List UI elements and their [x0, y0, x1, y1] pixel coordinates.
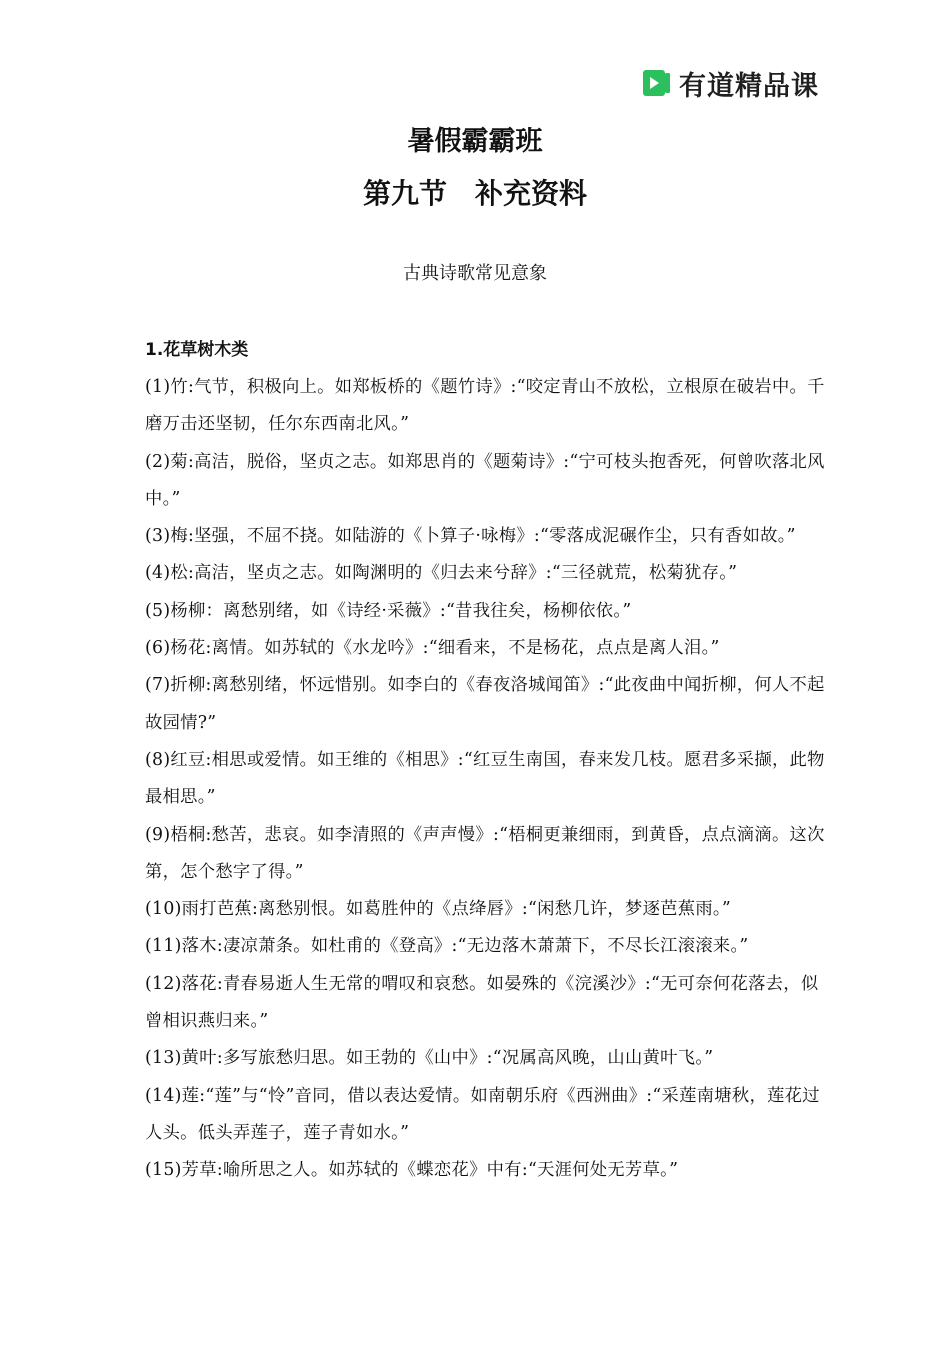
topic-subtitle: 古典诗歌常见意象: [403, 263, 547, 284]
play-book-icon: [643, 68, 671, 98]
list-item: (12)落花:青春易逝人生无常的喟叹和哀愁。如晏殊的《浣溪沙》:“无可奈何花落去，似曾相识燕归来。”: [145, 973, 819, 1032]
lesson-title: 第九节 补充资料: [362, 177, 587, 210]
list-item: (15)芳草:喻所思之人。如苏轼的《蝶恋花》中有:“天涯何处无芳草。”: [145, 1160, 679, 1181]
list-item: (9)梧桐:愁苦，悲哀。如李清照的《声声慢》:“梧桐更兼细雨，到黄昏，点点滴滴。这次第，怎个愁字了得。”: [145, 824, 825, 882]
list-item: (11)落木:凄凉萧条。如杜甫的《登高》:“无边落木萧萧下，不尽长江滚滚来。”: [145, 936, 749, 957]
list-item: (13)黄叶:多写旅愁归思。如王勃的《山中》:“况属高风晚，山山黄叶飞。”: [145, 1048, 714, 1069]
list-item: (5)杨柳：离愁别绪，如《诗经·采薇》:“昔我往矣，杨柳依依。”: [145, 600, 632, 621]
list-item: (2)菊:高洁，脱俗，坚贞之志。如郑思肖的《题菊诗》:“宁可枝头抱香死，何曾吹落北风中。”: [145, 451, 825, 509]
list-item: (6)杨花:离情。如苏轼的《水龙吟》:“细看来，不是杨花，点点是离人泪。”: [145, 638, 720, 659]
logo-text: 有道精品课: [679, 70, 819, 102]
imagery-list: [145, 369, 825, 1190]
page-title: 暑假霸霸班: [407, 126, 543, 157]
list-item: (8)红豆:相思或爱情。如王维的《相思》:“红豆生南国，春来发几枝。愿君多采撷，此物最相思。”: [145, 749, 825, 808]
youdao-logo: [643, 66, 819, 100]
list-item: (14)莲:“莲”与“怜”音同，借以表达爱情。如南朝乐府《西洲曲》:“采莲南塘秋，莲花过人头。低头弄莲子，莲子青如水。”: [145, 1085, 820, 1143]
list-item: (10)雨打芭蕉:离愁别恨。如葛胜仲的《点绛唇》:“闲愁几许，梦逐芭蕉雨。”: [145, 899, 731, 920]
list-item: (3)梅:坚强，不屈不挠。如陆游的《卜算子·咏梅》:“零落成泥碾作尘，只有香如故。”: [145, 526, 796, 547]
section-heading: 1.花草树木类: [145, 340, 249, 360]
list-item: (4)松:高洁，坚贞之志。如陶渊明的《归去来兮辞》:“三径就荒，松菊犹存。”: [145, 563, 738, 584]
list-item: (1)竹:气节，积极向上。如郑板桥的《题竹诗》:“咬定青山不放松，立根原在破岩中。千磨万击还坚韧，任尔东西南北风。”: [145, 377, 825, 435]
document-body: [145, 332, 825, 1190]
list-item: (7)折柳:离愁别绪，怀远惜别。如李白的《春夜洛城闻笛》:“此夜曲中闻折柳，何人不起故园情?”: [145, 675, 825, 733]
